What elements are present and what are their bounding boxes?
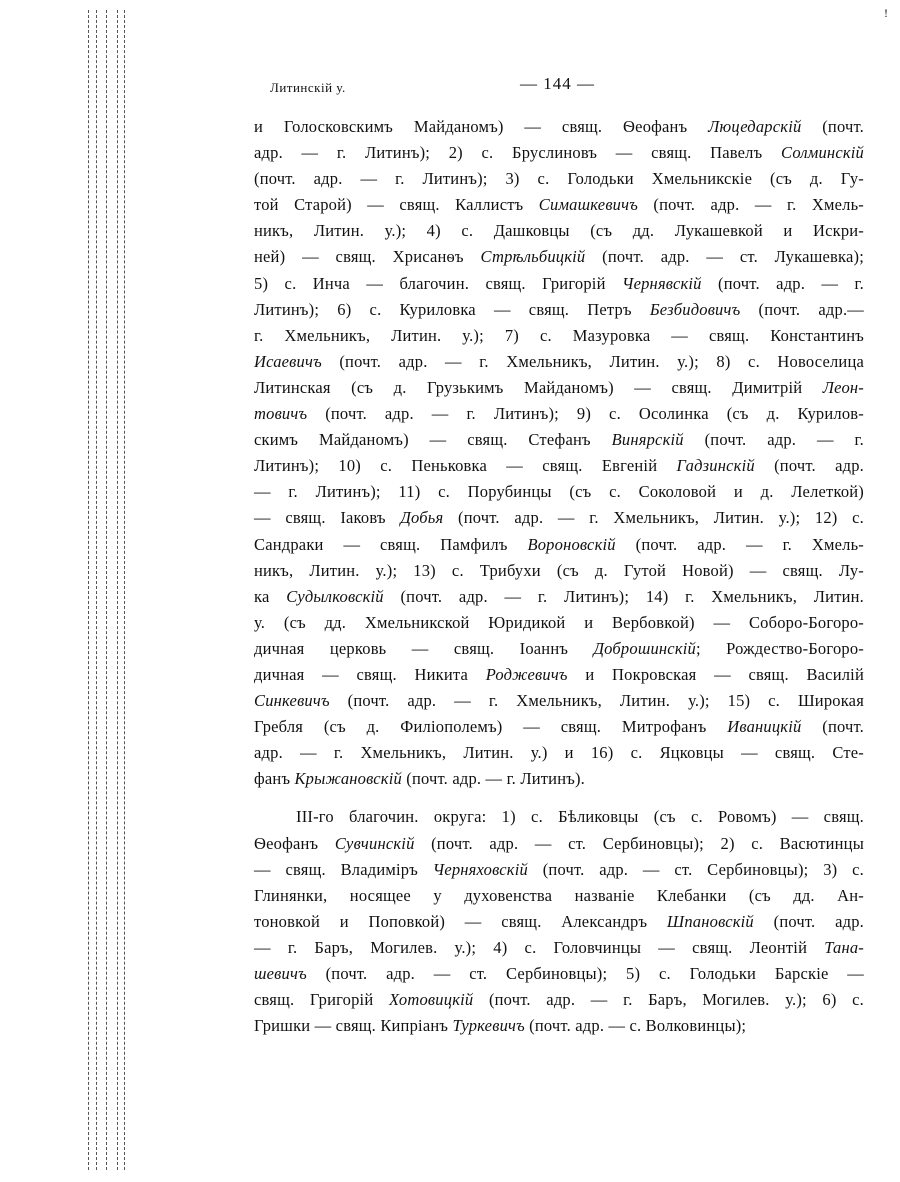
text-line <box>254 479 864 505</box>
running-head-title: Литинскій у. <box>270 80 346 95</box>
name-italic: Чернявскій <box>622 273 702 293</box>
text-run: Ѳеофанъ <box>254 833 335 853</box>
text-run: (почт. адр. — г. Хмель- <box>637 195 864 215</box>
text-line <box>254 140 864 166</box>
text-line <box>254 688 864 714</box>
text-run: (почт. адр. <box>754 456 864 476</box>
text-run: — г. Баръ, Могилев. у.); 4) с. Головчинцы — свящ. Леонтій <box>254 937 825 957</box>
text-run: (почт. адр. — г. Хмельникъ, Литин. у.); 8) с. Новоселица <box>321 351 864 371</box>
text-run: у. (съ дд. Хмельникской Юридикой и Вербовкой) — Соборо-Богоро- <box>254 612 864 632</box>
text-run: г. Хмельникъ, Литин. у.); 7) с. Мазуровка — свящ. Константинъ <box>254 325 864 345</box>
text-run: фанъ <box>254 769 295 789</box>
text-line <box>254 987 864 1013</box>
text-line <box>254 244 864 270</box>
text-run: адр. — г. Литинъ); 2) с. Бруслиновъ — свящ. Павелъ <box>254 143 781 163</box>
page-number: — 144 — <box>520 74 595 93</box>
text-run: Сандраки — свящ. Памфилъ <box>254 534 528 554</box>
name-italic: Добья <box>400 508 444 528</box>
text-run: дичная церковь — свящ. Іоаннъ <box>254 638 594 658</box>
text-line <box>254 453 864 479</box>
text-line <box>254 323 864 349</box>
text-run: Литинская (съ д. Грузькимъ Майданомъ) — свящ. Димитрій <box>254 377 823 397</box>
text-line <box>254 349 864 375</box>
name-italic: Вороновскій <box>527 534 616 554</box>
name-italic: Винярскій <box>611 430 684 450</box>
text-line <box>254 375 864 401</box>
text-run: Литинъ); 6) с. Куриловка — свящ. Петръ <box>254 299 650 319</box>
text-run: адр. — г. Хмельникъ, Литин. у.) и 16) с. Яцковцы — свящ. Сте- <box>254 743 864 763</box>
text-run: (почт. адр. <box>753 911 864 931</box>
paragraph <box>254 804 864 1039</box>
body-text <box>254 114 864 1039</box>
binding-edge <box>84 10 130 1170</box>
text-run: (почт. адр. — г. <box>683 430 864 450</box>
text-line <box>254 714 864 740</box>
name-italic: Крыжановскій <box>294 769 402 789</box>
text-run: — свящ. Владиміръ <box>254 859 433 879</box>
text-line <box>254 584 864 610</box>
text-line <box>254 505 864 531</box>
name-italic: Шпановскій <box>666 911 754 931</box>
text-line <box>254 1013 864 1039</box>
text-line <box>254 662 864 688</box>
text-line <box>254 271 864 297</box>
text-run: (почт. адр. — г. Литинъ); 9) с. Осолинка (съ д. Курилов- <box>307 404 864 424</box>
text-run: той Старой) — свящ. Каллистъ <box>254 195 539 215</box>
text-run: ; Рождество-Богоро- <box>695 638 864 658</box>
text-run: ней) — свящ. Хрисанѳъ <box>254 247 481 267</box>
text-run: — г. Литинъ); 11) с. Порубинцы (съ с. Соколовой и д. Лелеткой) <box>254 482 864 502</box>
name-italic: Солминскій <box>781 143 864 163</box>
name-italic: Стрѣльбицкій <box>480 247 586 267</box>
text-line <box>254 401 864 427</box>
text-run: (почт. адр. — с. Волковинцы); <box>524 1016 747 1036</box>
text-line <box>254 883 864 909</box>
text-line <box>254 610 864 636</box>
text-run: (почт. адр. — г. Литинъ); 14) г. Хмельникъ, Литин. <box>383 586 864 606</box>
text-run: Гребля (съ д. Филіополемъ) — свящ. Митрофанъ <box>254 717 728 737</box>
text-line <box>254 636 864 662</box>
text-run: Гришки — свящ. Кипріанъ <box>254 1016 453 1036</box>
text-run: тоновкой и Поповкой) — свящ. Александръ <box>254 911 667 931</box>
name-italic: Сувчинскій <box>334 833 415 853</box>
paragraph-gap <box>254 792 864 804</box>
text-line <box>254 558 864 584</box>
text-run: скимъ Майданомъ) — свящ. Стефанъ <box>254 430 612 450</box>
text-line <box>254 192 864 218</box>
text-run: — свящ. Іаковъ <box>254 508 401 528</box>
text-line <box>254 532 864 558</box>
name-italic: Доброшинскій <box>593 638 696 658</box>
text-run: никъ, Литин. у.); 13) с. Трибухи (съ д. Гутой Новой) — свящ. Лу- <box>254 560 864 580</box>
name-italic: Роджевичъ <box>485 664 568 684</box>
text-line <box>254 297 864 323</box>
name-italic: Гадзинскій <box>676 456 755 476</box>
text-run: 5) с. Инча — благочин. свящ. Григорій <box>254 273 623 293</box>
text-run: (почт. адр. — г. <box>701 273 864 293</box>
name-italic: Синкевичъ <box>254 691 330 711</box>
name-italic: Тана- <box>824 937 864 957</box>
text-run: III-го благочин. округа: 1) с. Бѣликовцы (съ с. Ровомъ) — свящ. <box>296 807 864 827</box>
text-run: (почт. адр. — ст. Лукашевка); <box>585 247 864 267</box>
name-italic: шевичъ <box>254 964 307 983</box>
name-italic: Хотовицкій <box>388 990 474 1010</box>
text-run: Глинянки, носящее у духовенства названіе Клебанки (съ дд. Ан- <box>254 885 864 905</box>
text-line <box>254 114 864 140</box>
text-run: (почт. адр. — г. Литинъ). <box>401 769 585 789</box>
text-run: свящ. Григорій <box>254 990 389 1010</box>
text-run: (почт. <box>801 717 864 737</box>
name-italic: Судылковскій <box>286 586 384 606</box>
running-head <box>0 74 900 98</box>
text-run: (почт. адр. — г. Хмель- <box>615 534 865 554</box>
name-italic: Безбидовичъ <box>649 299 741 319</box>
name-italic: Симашкевичъ <box>538 195 638 215</box>
text-run: и Покровская — свящ. Василій <box>567 664 864 684</box>
name-italic: товичъ <box>254 404 308 424</box>
text-run: (почт. адр. — г. Хмельникъ, Литин. у.); 15) с. Широкая <box>329 691 864 711</box>
name-italic: Леон- <box>822 377 864 397</box>
name-italic: Исаевичъ <box>254 351 322 371</box>
text-run: никъ, Литин. у.); 4) с. Дашковцы (съ дд. Лукашевкой и Искри- <box>254 221 864 241</box>
text-line <box>254 857 864 883</box>
text-line <box>254 961 864 987</box>
text-line <box>254 427 864 453</box>
text-run: (почт. адр. — г. Хмельникъ, Литин. у.); 12) с. <box>443 508 864 528</box>
text-run: (почт. адр. — г. Литинъ); 3) с. Голодьки Хмельникскіе (съ д. Гу- <box>254 169 864 189</box>
name-italic: Иваницкій <box>727 717 802 737</box>
paragraph <box>254 114 864 792</box>
corner-mark: ! <box>884 6 888 20</box>
text-run: (почт. адр. — г. Баръ, Могилев. у.); 6) с. <box>473 990 864 1010</box>
text-run: (почт. адр.— <box>740 299 864 319</box>
name-italic: Черняховскій <box>432 859 528 879</box>
name-italic: Туркевичъ <box>452 1016 525 1036</box>
text-run: Литинъ); 10) с. Пеньковка — свящ. Евгеній <box>254 456 677 476</box>
text-run: дичная — свящ. Никита <box>254 664 486 684</box>
text-run: (почт. адр. — ст. Сербиновцы); 5) с. Голодьки Барскіе — <box>306 964 864 983</box>
text-line <box>254 909 864 935</box>
text-run: (почт. адр. — ст. Сербиновцы); 2) с. Васютинцы <box>414 833 864 853</box>
text-line <box>254 831 864 857</box>
text-line <box>254 218 864 244</box>
text-line <box>254 766 864 792</box>
name-italic: Люцедарскій <box>708 117 802 136</box>
text-run: (почт. адр. — ст. Сербиновцы); 3) с. <box>527 859 864 879</box>
text-run: и Голосковскимъ Майданомъ) — свящ. Ѳеофанъ <box>254 117 709 136</box>
text-run: (почт. <box>801 117 864 136</box>
text-run: ка <box>254 586 287 606</box>
text-line <box>254 804 864 830</box>
text-line <box>254 166 864 192</box>
text-line <box>254 935 864 961</box>
text-line <box>254 740 864 766</box>
